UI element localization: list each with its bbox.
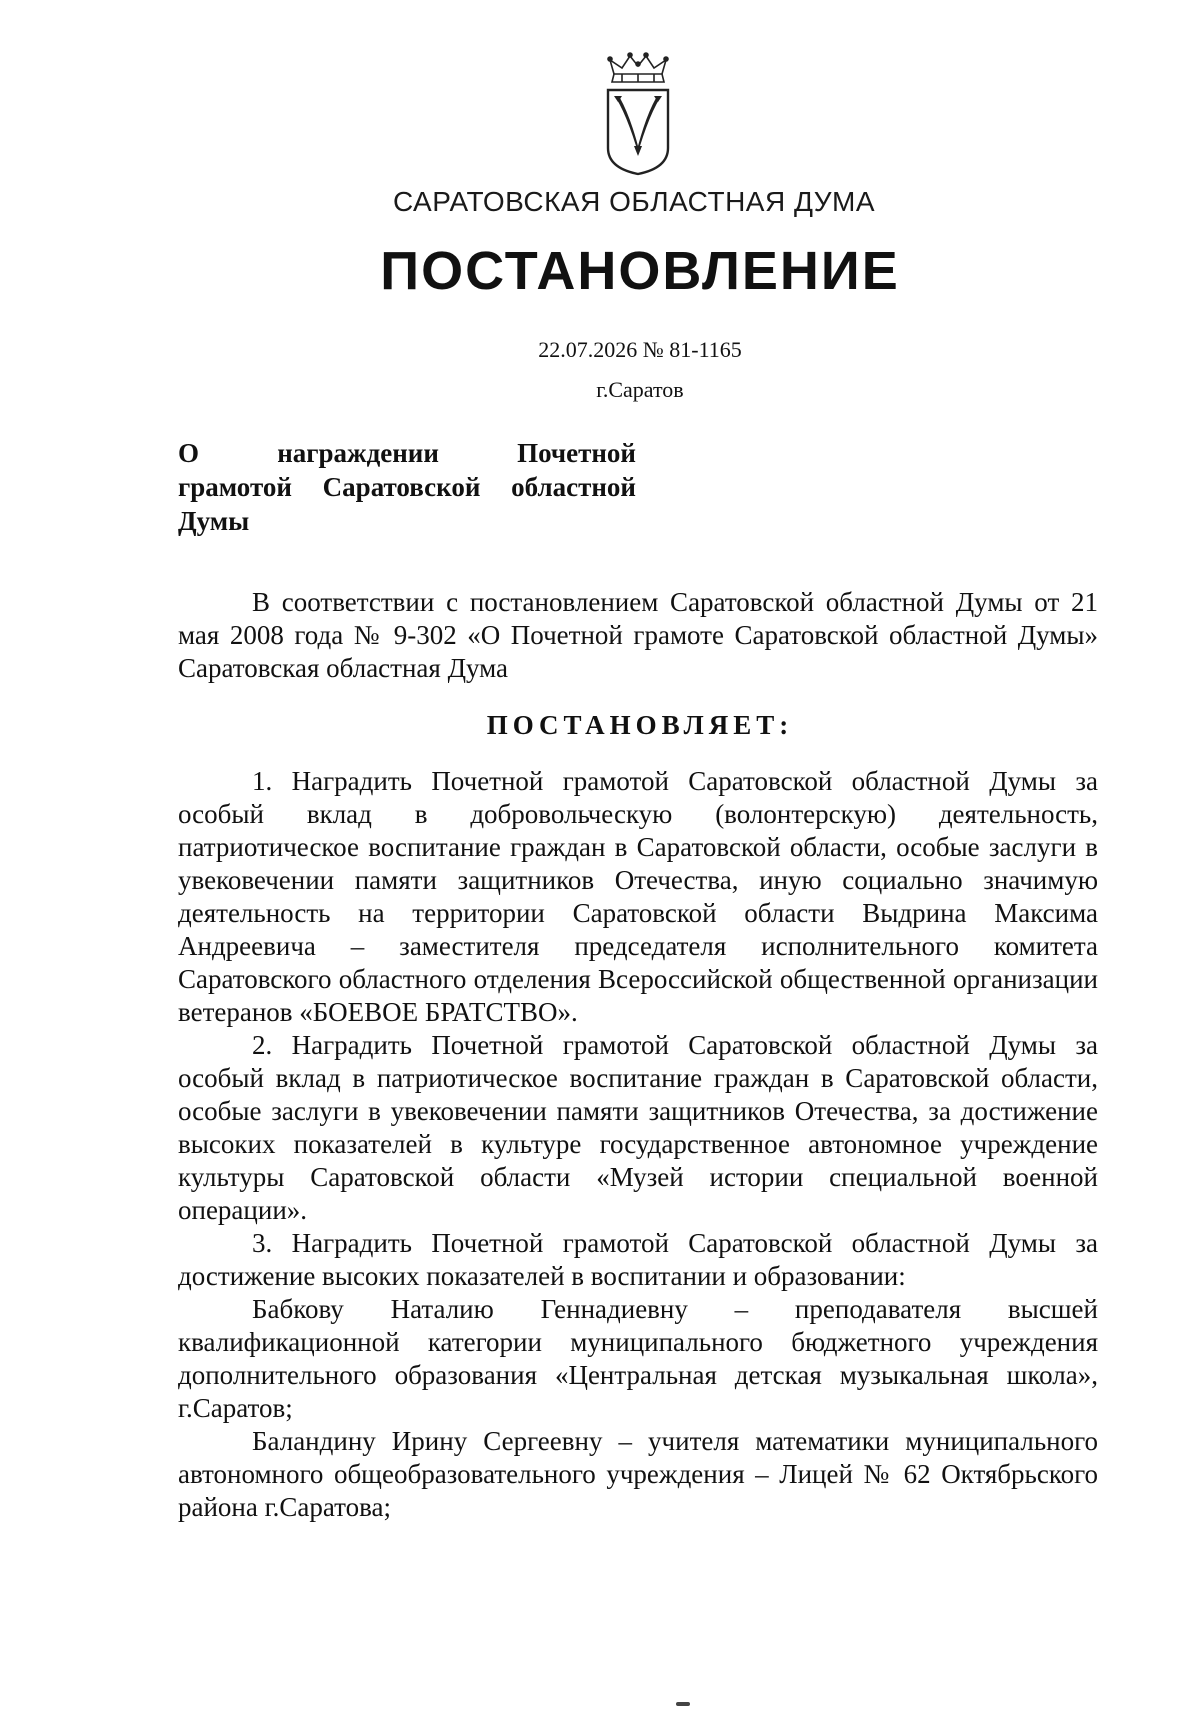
document-subject	[178, 436, 636, 538]
awardee-babkova: Бабкову Наталию Геннадиевну – преподавателя высшей квалификационной категории муниципального бюджетного учреждения дополнительного образования «Центральная детская музыкальная школа», г.Саратов;	[178, 1294, 1098, 1423]
preamble-text: В соответствии с постановлением Саратовской областной Думы от 21 мая 2008 года № 9-302 «О Почетной грамоте Саратовской областной Думы» Саратовская областная Дума	[178, 587, 1098, 683]
subject-line-2: грамотой Саратовской областной	[178, 472, 636, 502]
decree-word: ПОСТАНОВЛЯЕТ:	[486, 710, 794, 740]
page-edge-mark	[676, 1702, 690, 1706]
item-2: 2. Наградить Почетной грамотой Саратовской областной Думы за особый вклад в патриотическое воспитание граждан в Саратовской области, особые заслуги в увековечении памяти защитников Отечества, за достижение высоких показателей в культуре государственное автономное учреждение культуры Саратовской области «Музей истории специальной военной операции».	[178, 1030, 1098, 1225]
subject-line-3: Думы	[178, 506, 250, 536]
date-and-number: 22.07.2026 № 81-1165	[538, 337, 742, 362]
city: г.Саратов	[596, 377, 684, 402]
saratov-coat-of-arms-emblem	[602, 52, 674, 176]
subject-line-1: О награждении Почетной	[178, 438, 636, 468]
preamble	[178, 586, 1098, 685]
document-type-title: ПОСТАНОВЛЕНИЕ	[380, 241, 900, 301]
decree-items	[178, 765, 1098, 1524]
item-3: 3. Наградить Почетной грамотой Саратовской областной Думы за достижение высоких показателей в воспитании и образовании:	[178, 1228, 1098, 1291]
organization-name: САРАТОВСКАЯ ОБЛАСТНАЯ ДУМА	[392, 186, 876, 217]
item-1: 1. Наградить Почетной грамотой Саратовской областной Думы за особый вклад в добровольческую (волонтерскую) деятельность, патриотическое воспитание граждан в Саратовской области, особые заслуги в увековечении памяти защитников Отечества, иную социально значимую деятельность на территории Саратовской области Выдрина Максима Андреевича – заместителя председателя исполнительного комитета Саратовского областного отделения Всероссийской общественной организации ветеранов «БОЕВОЕ БРАТСТВО».	[178, 766, 1098, 1027]
awardee-balandina: Баландину Ирину Сергеевну – учителя математики муниципального автономного общеобразовательного учреждения – Лицей № 62 Октябрьского района г.Саратова;	[178, 1426, 1098, 1522]
